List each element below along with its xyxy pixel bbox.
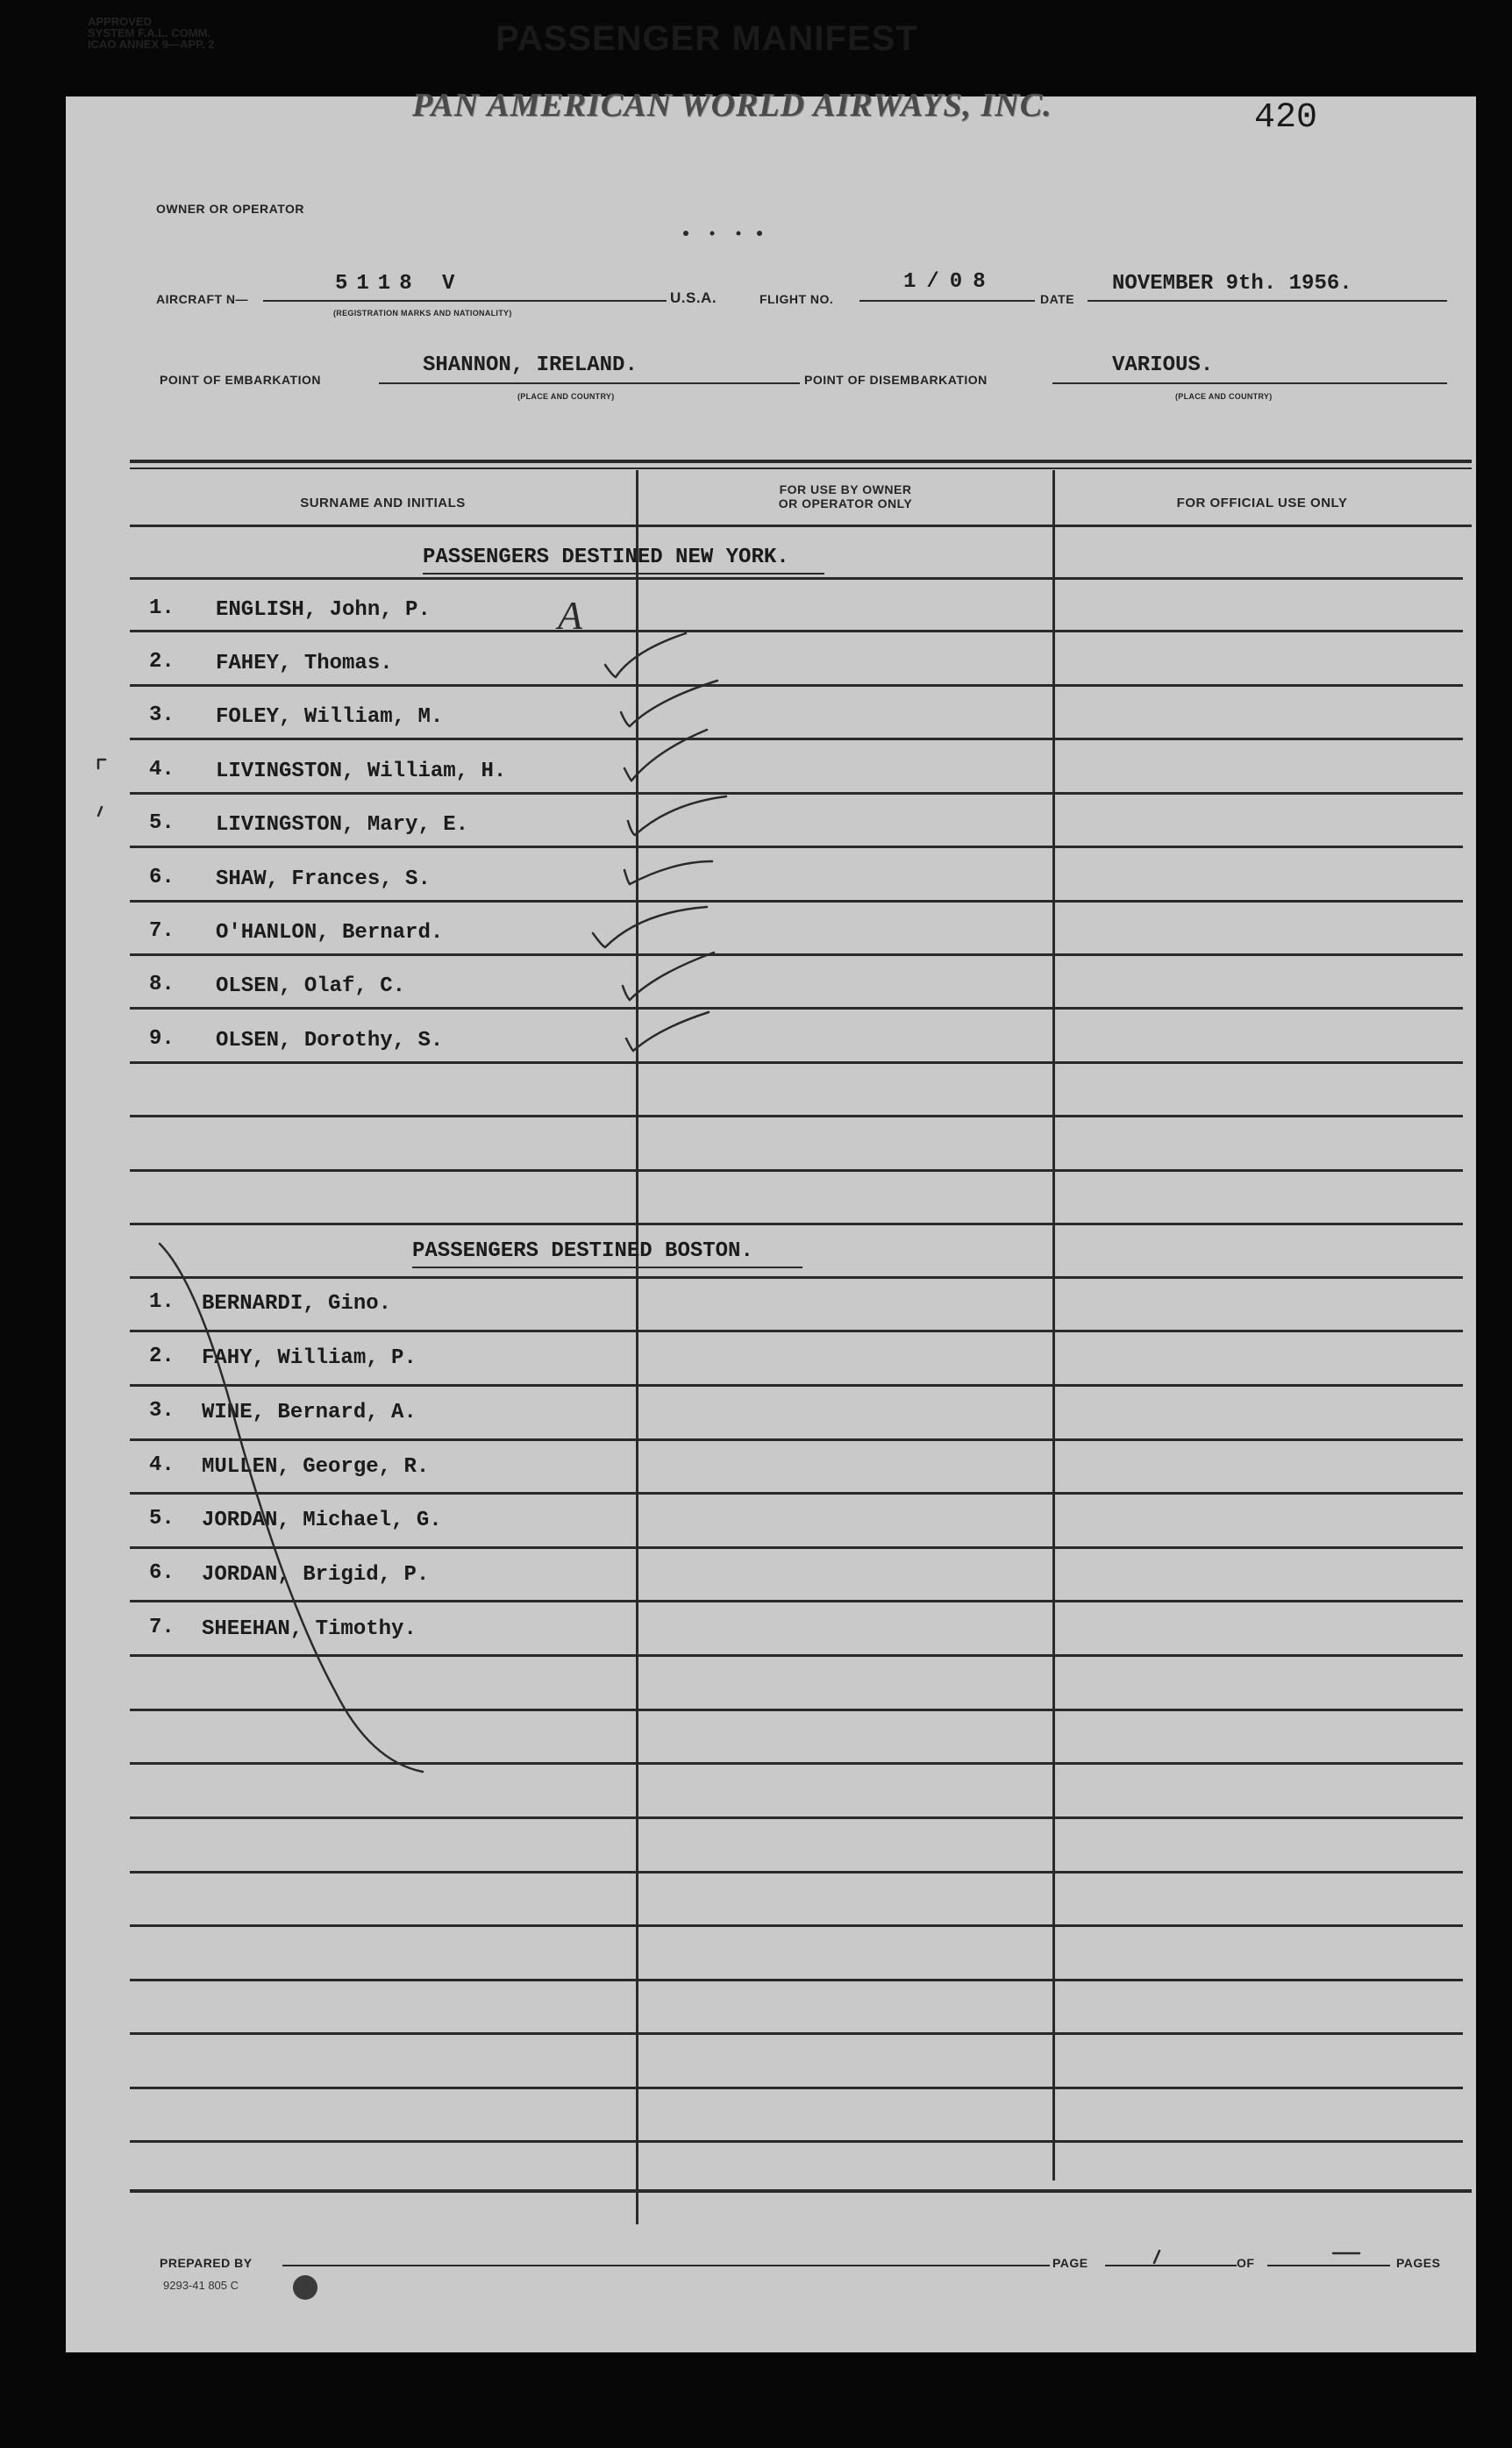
prepared-by-label: PREPARED BY [160,2256,253,2270]
owner-value: PAN AMERICAN WORLD AIRWAYS, INC. [412,87,1052,124]
checkmark [628,796,726,835]
passenger-name: LIVINGSTON, Mary, E. [216,813,469,837]
approval-line: ICAO ANNEX 9—APP. 2 [88,38,215,51]
passenger-number: 7. [149,1616,175,1639]
checkmark [623,953,714,1000]
checkmark [621,681,717,726]
passenger-name: OLSEN, Olaf, C. [216,974,406,998]
flight-value: 1/08 [903,270,996,294]
date-value: NOVEMBER 9th. 1956. [1112,272,1352,296]
column-header-owner-line1: FOR USE BY OWNER [779,482,912,496]
passenger-number: 1. [149,596,175,620]
aircraft-sublabel: (REGISTRATION MARKS AND NATIONALITY) [333,309,512,318]
passenger-number: 4. [149,758,175,782]
checkmark [593,907,707,947]
stray-mark [98,760,105,768]
passenger-name: O'HANLON, Bernard. [216,921,444,945]
section-heading-boston: PASSENGERS DESTINED BOSTON. [412,1239,753,1263]
column-header-owner-line2: OR OPERATOR ONLY [778,496,913,510]
passenger-name: LIVINGSTON, William, H. [216,760,507,783]
aircraft-value: 5118 V [335,272,464,296]
passenger-number: 1. [149,1290,175,1314]
embark-sublabel: (PLACE AND COUNTRY) [517,392,615,401]
page-title: PASSENGER MANIFEST [496,19,918,58]
union-bug-icon [293,2275,317,2300]
passenger-name: BERNARDI, Gino. [202,1292,392,1316]
signature-mark [1154,2251,1159,2263]
passenger-number: 8. [149,973,175,996]
of-underline [1267,2265,1390,2266]
passenger-number: 4. [149,1453,175,1477]
passenger-number: 2. [149,650,175,674]
page-label: PAGE [1052,2256,1088,2270]
checkmark [626,1012,709,1051]
passenger-number: 2. [149,1345,175,1368]
date-label: DATE [1040,292,1075,306]
page-underline [1105,2265,1237,2266]
passenger-number: 3. [149,703,175,727]
diagonal-strike [160,1244,423,1772]
approval-line: APPROVED [88,15,152,28]
passenger-name: FAHY, William, P. [202,1346,417,1370]
page-number: 420 [1254,98,1318,138]
dots [683,231,762,236]
pages-label: PAGES [1396,2256,1441,2270]
column-header-official: FOR OFFICIAL USE ONLY [1176,496,1348,510]
passenger-number: 9. [149,1027,175,1051]
embark-value: SHANNON, IRELAND. [423,353,638,377]
checkmark [624,730,707,781]
flight-label: FLIGHT NO. [760,292,834,306]
approval-line: SYSTEM F.A.L. COMM. [88,26,211,39]
handwritten-annotation: A [558,593,583,638]
passenger-number: 6. [149,1561,175,1585]
stray-mark [98,807,102,816]
passenger-name: MULLEN, George, R. [202,1455,430,1479]
passenger-name: FAHEY, Thomas. [216,652,393,675]
passenger-name: WINE, Bernard, A. [202,1401,417,1424]
column-header-surname: SURNAME AND INITIALS [300,496,466,510]
passenger-name: JORDAN, Michael, G. [202,1509,442,1532]
passenger-name: SHEEHAN, Timothy. [202,1617,417,1641]
embark-label: POINT OF EMBARKATION [160,373,321,387]
disembark-sublabel: (PLACE AND COUNTRY) [1175,392,1273,401]
passenger-name: JORDAN, Brigid, P. [202,1563,430,1587]
passenger-name: OLSEN, Dorothy, S. [216,1029,444,1053]
passenger-number: 7. [149,919,175,943]
disembark-value: VARIOUS. [1112,353,1214,377]
section-heading-new-york: PASSENGERS DESTINED NEW YORK. [423,546,789,569]
checkmark [624,861,712,884]
usa-label: U.S.A. [670,289,717,306]
owner-label: OWNER OR OPERATOR [156,202,304,216]
disembark-label: POINT OF DISEMBARKATION [804,373,988,387]
checkmark [605,633,686,677]
form-code: 9293-41 805 C [163,2279,239,2292]
passenger-name: FOLEY, William, M. [216,705,444,729]
passenger-name: ENGLISH, John, P. [216,598,431,622]
passenger-number: 5. [149,1507,175,1531]
passenger-number: 5. [149,811,175,835]
passenger-number: 6. [149,866,175,889]
prepared-by-underline [282,2265,1050,2266]
aircraft-label: AIRCRAFT N— [156,292,249,306]
of-label: OF [1237,2256,1255,2270]
passenger-name: SHAW, Frances, S. [216,867,431,891]
passenger-number: 3. [149,1399,175,1423]
